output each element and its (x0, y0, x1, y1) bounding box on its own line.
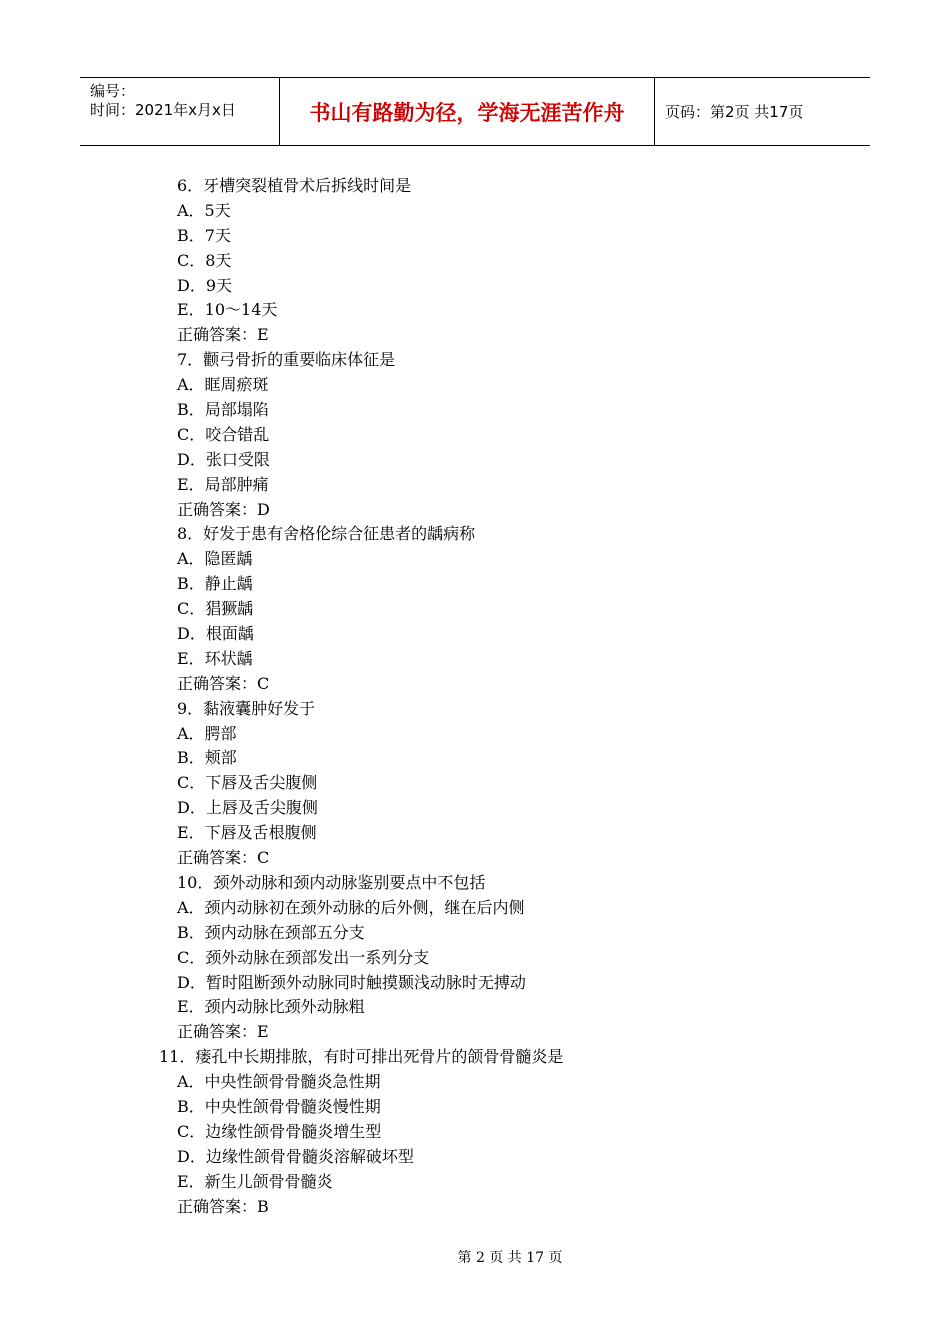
header-meta (80, 78, 280, 145)
text-line: C．颈外动脉在颈部发出一系列分支 (177, 947, 430, 967)
text-line: C．猖獗龋 (177, 599, 254, 619)
number-label: 编号： (90, 82, 136, 100)
text-line: C．下唇及舌尖腹侧 (177, 773, 318, 793)
text-line: D．暂时阻断颈外动脉同时触摸颞浅动脉时无搏动 (177, 972, 526, 992)
text-line: B．颊部 (177, 748, 237, 768)
text-line: 正确答案：C (177, 848, 270, 868)
text-line: 11．瘘孔中长期排脓，有时可排出死骨片的颌骨骨髓炎是 (159, 1047, 564, 1067)
text-line: 7．颧弓骨折的重要临床体征是 (177, 350, 396, 370)
text-line: B．中央性颌骨骨髓炎慢性期 (177, 1096, 381, 1116)
time-label: 时间：2021年x月x日 (90, 101, 236, 119)
text-line: E．10～14天 (177, 300, 278, 320)
text-line: E．颈内动脉比颈外动脉粗 (177, 997, 365, 1017)
text-line: A．颈内动脉初在颈外动脉的后外侧，继在后内侧 (177, 897, 525, 917)
header-motto: 书山有路勤为径，学海无涯苦作舟 (280, 78, 655, 145)
text-line: 10．颈外动脉和颈内动脉鉴别要点中不包括 (177, 872, 486, 892)
text-line: D．根面龋 (177, 624, 254, 644)
text-line: C．8天 (177, 250, 232, 270)
text-line: D．上唇及舌尖腹侧 (177, 798, 318, 818)
text-line: 正确答案：E (177, 1022, 269, 1042)
question-content (159, 174, 877, 1219)
text-line: B．颈内动脉在颈部五分支 (177, 922, 365, 942)
text-line: 正确答案：C (177, 673, 270, 693)
text-line: C．咬合错乱 (177, 424, 270, 444)
text-line: E．新生儿颌骨骨髓炎 (177, 1171, 333, 1191)
text-line: B．局部塌陷 (177, 400, 269, 420)
text-line: 8．好发于患有舍格伦综合征患者的龋病称 (177, 524, 476, 544)
text-line: D．边缘性颌骨骨髓炎溶解破坏型 (177, 1146, 414, 1166)
text-line: D．9天 (177, 275, 233, 295)
text-line: 9．黏液囊肿好发于 (177, 698, 316, 718)
text-line: 正确答案：E (177, 325, 269, 345)
text-line: E．局部肿痛 (177, 474, 269, 494)
header-page-info: 页码：第2页 共17页 (665, 103, 804, 121)
text-line: E．环状龋 (177, 648, 253, 668)
text-line: E．下唇及舌根腹侧 (177, 823, 317, 843)
text-line: A．眶周瘀斑 (177, 375, 269, 395)
page-header (80, 77, 870, 146)
page-footer: 第 2 页 共 17 页 (457, 1250, 563, 1266)
text-line: A．隐匿龋 (177, 549, 253, 569)
text-line: B．静止龋 (177, 574, 253, 594)
text-line: 正确答案：D (177, 499, 270, 519)
text-line: A．腭部 (177, 723, 237, 743)
text-line: A．5天 (177, 200, 231, 220)
text-line: B．7天 (177, 225, 231, 245)
text-line: 6．牙槽突裂植骨术后拆线时间是 (177, 176, 412, 195)
text-line: 正确答案：B (177, 1196, 269, 1216)
text-line: C．边缘性颌骨骨髓炎增生型 (177, 1121, 382, 1141)
text-line: D．张口受限 (177, 449, 270, 469)
text-line: A．中央性颌骨骨髓炎急性期 (177, 1072, 381, 1092)
